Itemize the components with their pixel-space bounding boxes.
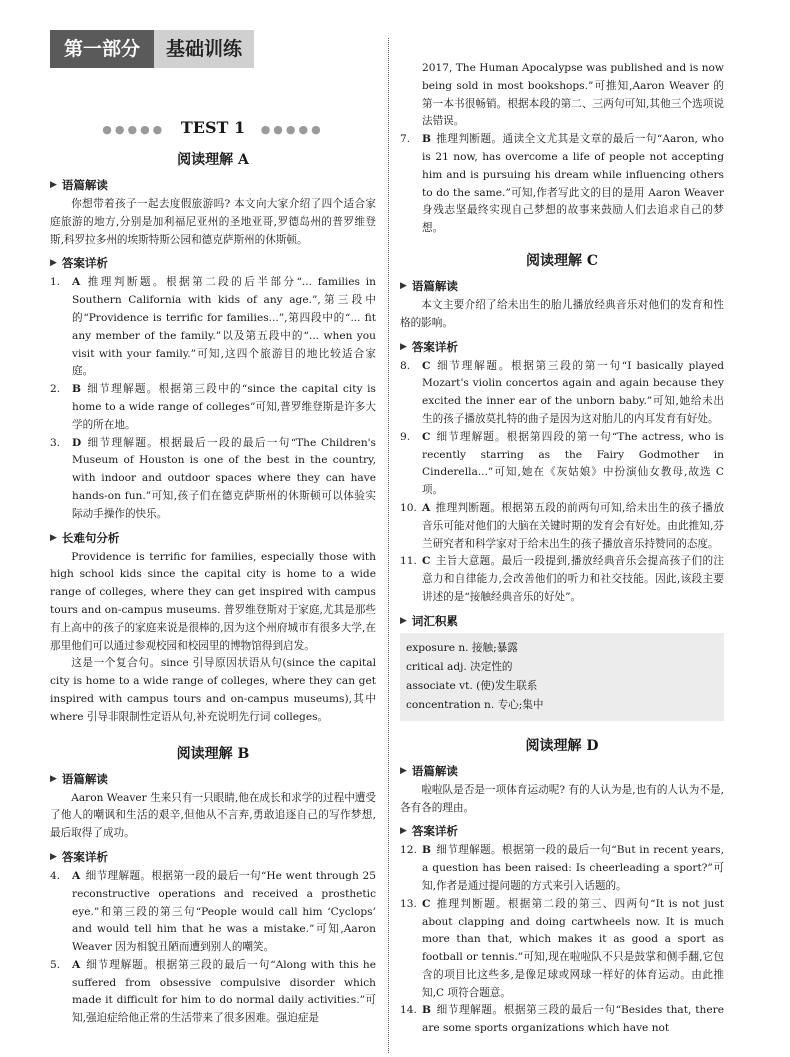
heading-text: 语篇解读 — [411, 763, 458, 778]
heading-text: 答案详析 — [61, 849, 108, 864]
summary-c: 本文主要介绍了给未出生的胎儿播放经典音乐对他们的发育和性格的影响。 — [400, 298, 724, 329]
answer-key: C — [422, 430, 431, 443]
answer-number: 11. — [400, 555, 417, 568]
answer-text: 细节理解题。根据第三段的第一句“I basically played Mozart's violin concertos again and again because they excited the inner ear of the unborn baby.”可知,她给未出生的孩子播放莫扎特的曲子是因为这对胎儿的内耳发育有好处。 — [422, 359, 724, 425]
section-title-b: 阅读理解 B — [176, 745, 250, 762]
answer-number: 8. — [400, 359, 411, 372]
answer-text: 主旨大意题。最后一段提到,播放经典音乐会提高孩子们的注意力和自律能力,会改善他们的听力和社交技能。因此,该段主要讲述的是“接触经典音乐的好处”。 — [422, 555, 724, 603]
answer-text: 细节理解题。根据第三段中的“since the capital city is home to a wide range of colleges”可知,普罗维登斯是许多大学的所在地。 — [72, 383, 376, 431]
answer-number: 5. — [50, 958, 61, 971]
heading-answers-b — [50, 849, 376, 865]
heading-answers-d — [400, 823, 724, 839]
test-title-row — [50, 118, 376, 137]
heading-summary-d — [400, 763, 724, 779]
long-sentence-text: Providence is terrific for families, especially those with high school kids since the capital city is home to a wide range of colleges, where they can get inspired with campus tours and on-campus museums. 普罗维登斯对于家庭,尤其是那些有上高中的孩子的家庭来说是很棒的,因为这个州府城市有很多大学,在那里他们可以通过参观校园和校园里的博物馆得到启发。 — [50, 550, 376, 652]
right-column — [400, 60, 724, 1038]
answer-number: 1. — [50, 276, 61, 289]
triangle-bullet-icon: ▶ — [50, 180, 57, 190]
heading-summary-b — [50, 771, 376, 787]
answer-text: 细节理解题。根据第三段的最后一句“Besides that, there are some sports organizations which have not — [422, 1004, 724, 1035]
triangle-bullet-icon: ▶ — [50, 258, 57, 269]
triangle-bullet-icon: ▶ — [50, 851, 57, 862]
summary-d: 啦啦队是否是一项体育运动呢? 有的人认为是,也有的人认为不是,各有各的理由。 — [400, 783, 724, 814]
answer-number: 13. — [400, 897, 417, 910]
left-column — [50, 100, 376, 1028]
heading-text: 长难句分析 — [61, 530, 120, 545]
heading-text: 语篇解读 — [61, 178, 108, 192]
answer-number: 12. — [400, 844, 417, 857]
heading-summary-c — [400, 278, 724, 294]
answer-item — [400, 896, 724, 1003]
answer-list-b — [50, 868, 376, 1028]
vocab-item: concentration n. 专心;集中 — [406, 698, 544, 711]
heading-text: 语篇解读 — [411, 278, 458, 293]
answer-key: B — [422, 133, 431, 146]
heading-text: 答案详析 — [411, 339, 458, 354]
answer-text: 细节理解题。根据第四段的第一句“The actress, who is recently starring as the Fairy Godmother in Cinderella...”可知,她在《灰姑娘》中扮演仙女教母,故选 C 项。 — [422, 430, 724, 497]
heading-answers-c — [400, 339, 724, 355]
column-divider — [388, 38, 389, 1053]
answer-item — [400, 358, 724, 429]
answer-text: 推理判断题。根据第五段的前两句可知,给未出生的孩子播放音乐可能对他们的大脑在关键时期的发育会有好处。由此推知,芬兰研究者和科学家对于给未出生的孩子播放音乐持赞同的态度。 — [422, 501, 724, 550]
decor-dots-right: ●●●●● — [260, 123, 324, 136]
triangle-bullet-icon: ▶ — [50, 532, 57, 543]
answer-list-c — [400, 358, 724, 607]
section-title-c: 阅读理解 C — [525, 252, 599, 269]
vocab-box — [400, 633, 724, 721]
heading-text: 答案详析 — [411, 824, 458, 839]
heading-text: 词汇积累 — [411, 613, 458, 628]
long-sentence-analysis: 这是一个复合句。since 引导原因状语从句(since the capital city is home to a wide range of colleges, where they can get inspired with campus tours and on-campus museums),其中 where 引导非限制性定语从句,补充说明先行词 colleges。 — [50, 657, 376, 723]
answer-list-d — [400, 842, 724, 1038]
summary-b: Aaron Weaver 生来只有一只眼睛,他在成长和求学的过程中遭受了他人的嘲讽和生活的艰辛,但他从不言弃,勇敢追逐自己的写作梦想,最后取得了成功。 — [50, 791, 376, 840]
answer-key: A — [422, 501, 431, 514]
part-label: 第一部分 — [50, 30, 154, 68]
answer-continuation — [400, 60, 724, 131]
answer-text: 推理判断题。根据第二段的第三、四两句“It is not just about clapping and doing cartwheels now. It is much more than that, which makes it as good a sport as football or tennis.”可知,现在啦啦队不只是鼓掌和侧手翻,它包含的项目比这些多,是像足球或网球一样好的体育运动。由此推知,C 项符合题意。 — [422, 897, 724, 999]
answer-item — [400, 1002, 724, 1038]
triangle-bullet-icon: ▶ — [400, 341, 407, 352]
answer-item — [400, 131, 724, 238]
triangle-bullet-icon: ▶ — [50, 773, 57, 784]
answer-key: A — [72, 869, 81, 882]
answer-key: B — [422, 844, 431, 857]
answer-text: 推理判断题。通读全文尤其是文章的最后一句“Aaron, who is 21 now, has overcome a life of people not accepting him and is pursuing his dream while influencing others to do the same.”可知,作者写此文的目的是用 Aaron Weaver 身残志坚最终实现自己梦想的故事来鼓励人们去追求自己的梦想。 — [422, 133, 724, 235]
answer-item — [50, 274, 376, 381]
vocab-item: exposure n. 接触;暴露 — [406, 641, 518, 654]
answer-item — [400, 500, 724, 553]
section-title-d: 阅读理解 D — [525, 737, 599, 754]
answer-list-a — [50, 274, 376, 523]
test-title: TEST 1 — [180, 118, 246, 137]
answer-text: 细节理解题。根据第三段的最后一句“Along with this he suffered from obsessive compulsive disorder which made it difficult for him to do normal daily activities.”可知,强迫症给他正常的生活带来了很多困难。强迫症是 — [72, 958, 376, 1025]
triangle-bullet-icon: ▶ — [400, 765, 407, 776]
answer-item — [50, 435, 376, 524]
answer-number: 7. — [400, 133, 411, 146]
answer-number: 14. — [400, 1004, 417, 1017]
answer-item — [400, 553, 724, 606]
answer-key: C — [422, 359, 431, 372]
answer-number: 4. — [50, 869, 61, 882]
vocab-item: critical adj. 决定性的 — [406, 660, 513, 673]
triangle-bullet-icon: ▶ — [400, 280, 407, 291]
answer-key: C — [422, 897, 431, 910]
answer-text: 细节理解题。根据第一段的最后一句“But in recent years, a question has been raised: Is cheerleading a sport?”可知,作者是通过提问题的方式来引入话题的。 — [422, 844, 724, 892]
answer-key: A — [72, 276, 81, 289]
summary-a: 你想带着孩子一起去度假旅游吗? 本文向大家介绍了四个适合家庭旅游的地方,分别是加利福尼亚州的圣地亚哥,罗德岛州的普罗维登斯,科罗拉多州的埃斯特斯公园和德克萨斯州的休斯顿。 — [50, 198, 376, 246]
heading-vocab — [400, 613, 724, 629]
triangle-bullet-icon: ▶ — [400, 826, 407, 837]
section-title-a: 阅读理解 A — [177, 152, 249, 168]
triangle-bullet-icon: ▶ — [400, 615, 407, 626]
answer-text: 推理判断题。根据第二段的后半部分“... families in Southern California with kids of any age.”,第三段中的“Providence is terrific for families...”,第四段中的“... fit any member of the family.”以及第五段中的“... when you visit with your family.”可知,这四个旅游目的地比较适合家庭。 — [72, 276, 376, 378]
heading-long-sentence — [50, 530, 376, 546]
answer-number: 3. — [50, 436, 61, 449]
heading-text: 答案详析 — [61, 256, 108, 271]
vocab-item: associate vt. (使)发生联系 — [406, 679, 538, 692]
answer-key: B — [422, 1004, 431, 1017]
answer-item — [50, 381, 376, 434]
answer-key: D — [72, 436, 82, 449]
heading-summary-a — [50, 177, 376, 193]
heading-answers-a — [50, 255, 376, 271]
part-name: 基础训练 — [154, 30, 254, 68]
answer-item — [400, 429, 724, 500]
answer-item — [400, 842, 724, 895]
answer-number: 2. — [50, 383, 61, 396]
answer-key: C — [422, 555, 431, 568]
answer-item — [50, 957, 376, 1028]
decor-dots-left: ●●●●● — [102, 123, 166, 136]
answer-number: 10. — [400, 501, 417, 514]
answer-text: 细节理解题。根据第一段的最后一句“He went through 25 reconstructive operations and received a prosthetic eye.”和第三段的第三句“People would call him ‘Cyclops’ and would tell him that he was a mistake.”可知,Aaron Weaver 因为相貌丑陋而遭到别人的嘲笑。 — [72, 869, 376, 954]
answer-text: 细节理解题。根据最后一段的最后一句“The Children's Museum of Houston is one of the best in the country, with indoor and outdoor spaces where they can have hands-on fun.”可知,孩子们在德克萨斯州的休斯顿可以体验实际动手操作的快乐。 — [72, 436, 376, 520]
answer-item — [50, 868, 376, 957]
answer-key: B — [72, 383, 81, 396]
answer-key: A — [72, 958, 81, 971]
answer-text: 2017, The Human Apocalypse was published and is now being sold in most bookshops.”可推知,Aaron Weaver 的第一本书很畅销。根据本段的第二、三两句可知,其他三个选项说法错误。 — [422, 62, 724, 128]
answer-number: 9. — [400, 430, 411, 443]
heading-text: 语篇解读 — [61, 771, 108, 786]
